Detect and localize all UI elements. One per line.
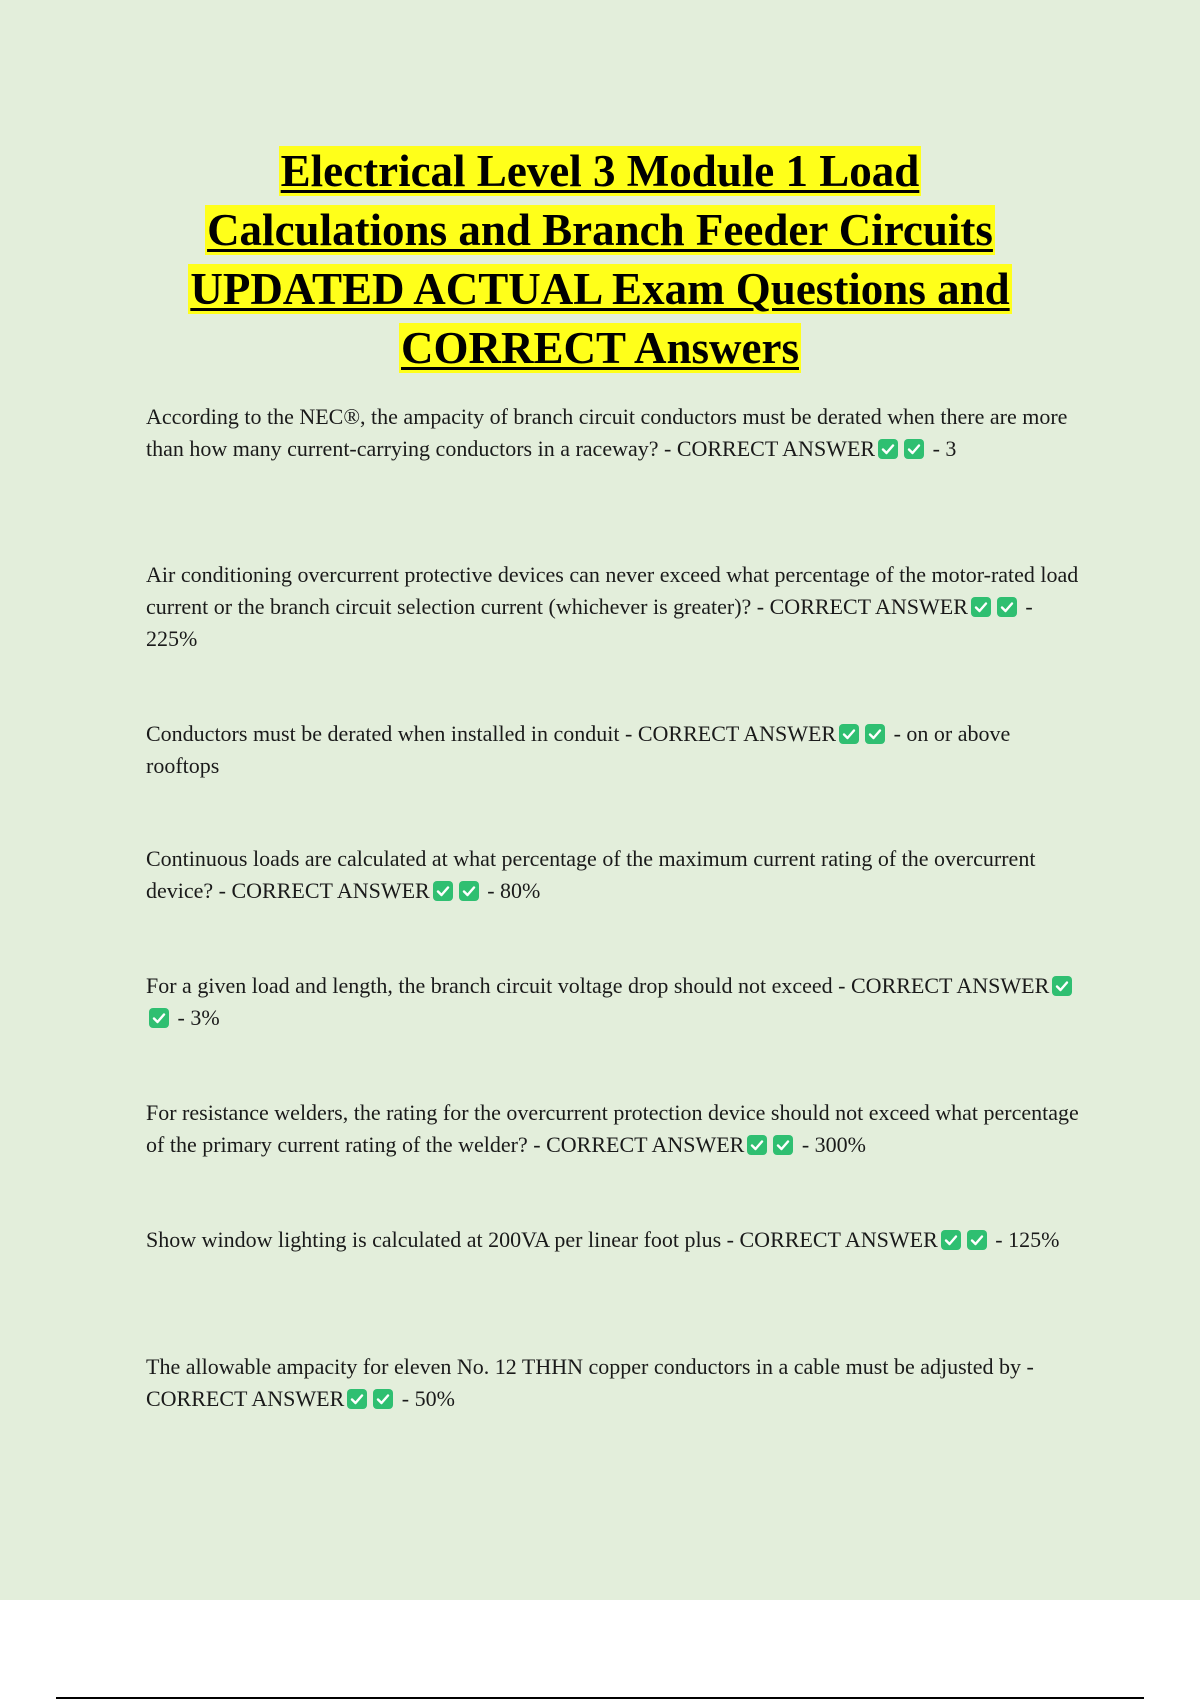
- title-line: Electrical Level 3 Module 1 Load: [280, 146, 920, 196]
- check-box-icon: [747, 1135, 767, 1155]
- qa-item-3: [146, 718, 1086, 782]
- answer-text: - 225%: [146, 594, 1033, 651]
- check-box-icon: [997, 597, 1017, 617]
- check-box-icon: [941, 1230, 961, 1250]
- answer-text: - 80%: [487, 878, 541, 903]
- qa-item-7: [146, 1224, 1086, 1256]
- answer-text: - 50%: [401, 1386, 455, 1411]
- check-box-icon: [904, 439, 924, 459]
- check-box-icon: [1052, 976, 1072, 996]
- title-line: Calculations and Branch Feeder Circuits: [207, 205, 993, 255]
- question-text: For a given load and length, the branch circuit voltage drop should not exceed - CORRECT ANSWER: [146, 973, 1050, 998]
- qa-item-2: [146, 559, 1086, 655]
- question-text: Show window lighting is calculated at 200VA per linear foot plus - CORRECT ANSWER: [146, 1227, 938, 1252]
- question-text: The allowable ampacity for eleven No. 12 THHN copper conductors in a cable must be adjusted by - CORRECT ANSWER: [146, 1354, 1034, 1411]
- check-box-icon: [433, 881, 453, 901]
- document-title: [120, 142, 1080, 378]
- answer-text: - 125%: [995, 1227, 1060, 1252]
- answer-text: - 3: [932, 436, 957, 461]
- answer-text: - 300%: [801, 1132, 866, 1157]
- qa-item-1: [146, 401, 1086, 465]
- check-box-icon: [967, 1230, 987, 1250]
- check-box-icon: [773, 1135, 793, 1155]
- qa-item-8: [146, 1351, 1086, 1415]
- check-box-icon: [459, 881, 479, 901]
- question-text: Continuous loads are calculated at what percentage of the maximum current rating of the overcurrent device? - CORRECT ANSWER: [146, 846, 1036, 903]
- title-line: CORRECT Answers: [401, 323, 799, 373]
- check-box-icon: [347, 1389, 367, 1409]
- answer-text: - 3%: [177, 1005, 220, 1030]
- check-box-icon: [373, 1389, 393, 1409]
- page-bottom-rule: [56, 1697, 1144, 1699]
- check-box-icon: [971, 597, 991, 617]
- title-line: UPDATED ACTUAL Exam Questions and: [190, 264, 1010, 314]
- qa-item-5: [146, 970, 1086, 1034]
- answer-text: - on or above rooftops: [146, 721, 1011, 778]
- qa-item-6: [146, 1097, 1086, 1161]
- qa-item-4: [146, 843, 1086, 907]
- question-text: According to the NEC®, the ampacity of branch circuit conductors must be derated when there are more than how many current-carrying conductors in a raceway? - CORRECT ANSWER: [146, 404, 1068, 461]
- check-box-icon: [878, 439, 898, 459]
- check-box-icon: [149, 1008, 169, 1028]
- check-box-icon: [865, 724, 885, 744]
- question-text: Conductors must be derated when installed in conduit - CORRECT ANSWER: [146, 721, 837, 746]
- question-text: Air conditioning overcurrent protective devices can never exceed what percentage of the motor-rated load current or the branch circuit selection current (whichever is greater)? - CORRECT ANSWER: [146, 562, 1079, 619]
- check-box-icon: [839, 724, 859, 744]
- question-text: For resistance welders, the rating for the overcurrent protection device should not exceed what percentage of the primary current rating of the welder? - CORRECT ANSWER: [146, 1100, 1079, 1157]
